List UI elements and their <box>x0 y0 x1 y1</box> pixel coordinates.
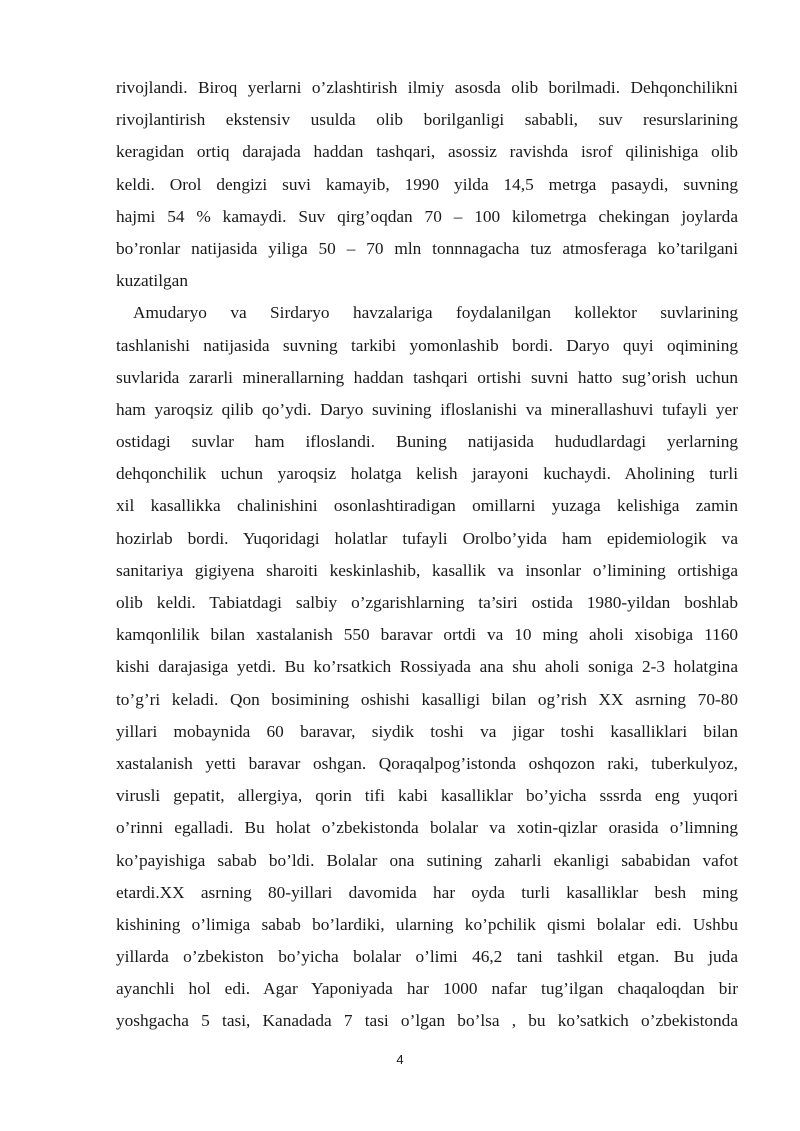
text-line: to’g’ri keladi. Qon bosimining oshishi kasalligi bilan og’rish XX asrning 70-80 <box>116 689 738 709</box>
text-line: ayanchli hol edi. Agar Yaponiyada har 1000 nafar tug’ilgan chaqaloqdan bir <box>116 979 738 999</box>
text-line: xastalanish yetti baravar oshgan. Qoraqalpog’istonda oshqozon raki, tuberkulyoz, <box>116 753 738 773</box>
text-line: yillarda o’zbekiston bo’yicha bolalar o’limi 46,2 tani tashkil etgan. Bu juda <box>116 947 738 967</box>
text-line: bo’ronlar natijasida yiliga 50 – 70 mln tonnnagacha tuz atmosferaga ko’tarilgani <box>116 238 738 258</box>
text-line: virusli gepatit, allergiya, qorin tifi kabi kasalliklar bo’yicha sssrda eng yuqori <box>116 786 738 806</box>
text-line: ham yaroqsiz qilib qo’ydi. Daryo suvining ifloslanishi va minerallashuvi tufayli yer <box>116 399 738 419</box>
text-line: hozirlab bordi. Yuqoridagi holatlar tufayli Orolbo’yida ham epidemiologik va <box>116 528 738 548</box>
text-line: olib keldi. Tabiatdagi salbiy o’zgarishlarning ta’siri ostida 1980-yildan boshlab <box>116 593 738 612</box>
text-line: xil kasallikka chalinishini osonlashtiradigan omillarni yuzaga kelishiga zamin <box>116 496 738 516</box>
text-line: kuzatilgan <box>116 271 188 291</box>
text-line: rivojlandi. Biroq yerlarni o’zlashtirish ilmiy asosda olib borilmadi. Dehqonchilikni <box>116 78 738 97</box>
text-line: yillari mobaynida 60 baravar, siydik toshi va jigar toshi kasalliklari bilan <box>116 721 738 741</box>
text-line: etardi.XX asrning 80-yillari davomida har oyda turli kasalliklar besh ming <box>116 882 738 902</box>
text-line: kishining o’limiga sabab bo’lardiki, ularning ko’pchilik qismi bolalar edi. Ushbu <box>116 914 738 934</box>
text-line: rivojlantirish ekstensiv usulda olib borilganligi sababli, suv resurslarining <box>116 110 738 130</box>
text-line: hajmi 54 % kamaydi. Suv qirg’oqdan 70 – 100 kilometrga chekingan joylarda <box>116 206 738 226</box>
text-line: suvlarida zararli minerallarning haddan tashqari ortishi suvni hatto sug’orish uchun <box>116 367 738 387</box>
text-line: tashlanishi natijasida suvning tarkibi yomonlashib bordi. Daryo quyi oqimining <box>116 335 738 355</box>
body-text <box>116 72 738 1038</box>
text-line: keldi. Orol dengizi suvi kamayib, 1990 yilda 14,5 metrga pasaydi, suvning <box>116 174 738 194</box>
text-line: kishi darajasiga yetdi. Bu ko’rsatkich Rossiyada ana shu aholi soniga 2-3 holatgina <box>116 657 738 677</box>
text-line: dehqonchilik uchun yaroqsiz holatga kelish jarayoni kuchaydi. Aholining turli <box>116 464 738 484</box>
page-number: 4 <box>396 1052 404 1067</box>
text-line: sanitariya gigiyena sharoiti keskinlashib, kasallik va insonlar o’limining ortishiga <box>116 560 738 580</box>
text-line: yoshgacha 5 tasi, Kanadada 7 tasi o’lgan bo’lsa , bu ko’satkich o’zbekistonda <box>116 1011 738 1031</box>
text-line: o’rinni egalladi. Bu holat o’zbekistonda bolalar va xotin-qizlar orasida o’limning <box>116 818 738 838</box>
text-line: ko’payishiga sabab bo’ldi. Bolalar ona sutining zaharli ekanligi sababidan vafot <box>116 850 738 870</box>
text-line: keragidan ortiq darajada haddan tashqari, asossiz ravishda isrof qilinishiga olib <box>116 142 738 162</box>
text-line: kamqonlilik bilan xastalanish 550 baravar ortdi va 10 ming aholi xisobiga 1160 <box>116 625 738 645</box>
paragraph-start-line: Amudaryo va Sirdaryo havzalariga foydalanilgan kollektor suvlarining <box>133 303 738 323</box>
text-line: ostidagi suvlar ham ifloslandi. Buning natijasida hududlardagi yerlarning <box>116 432 738 452</box>
